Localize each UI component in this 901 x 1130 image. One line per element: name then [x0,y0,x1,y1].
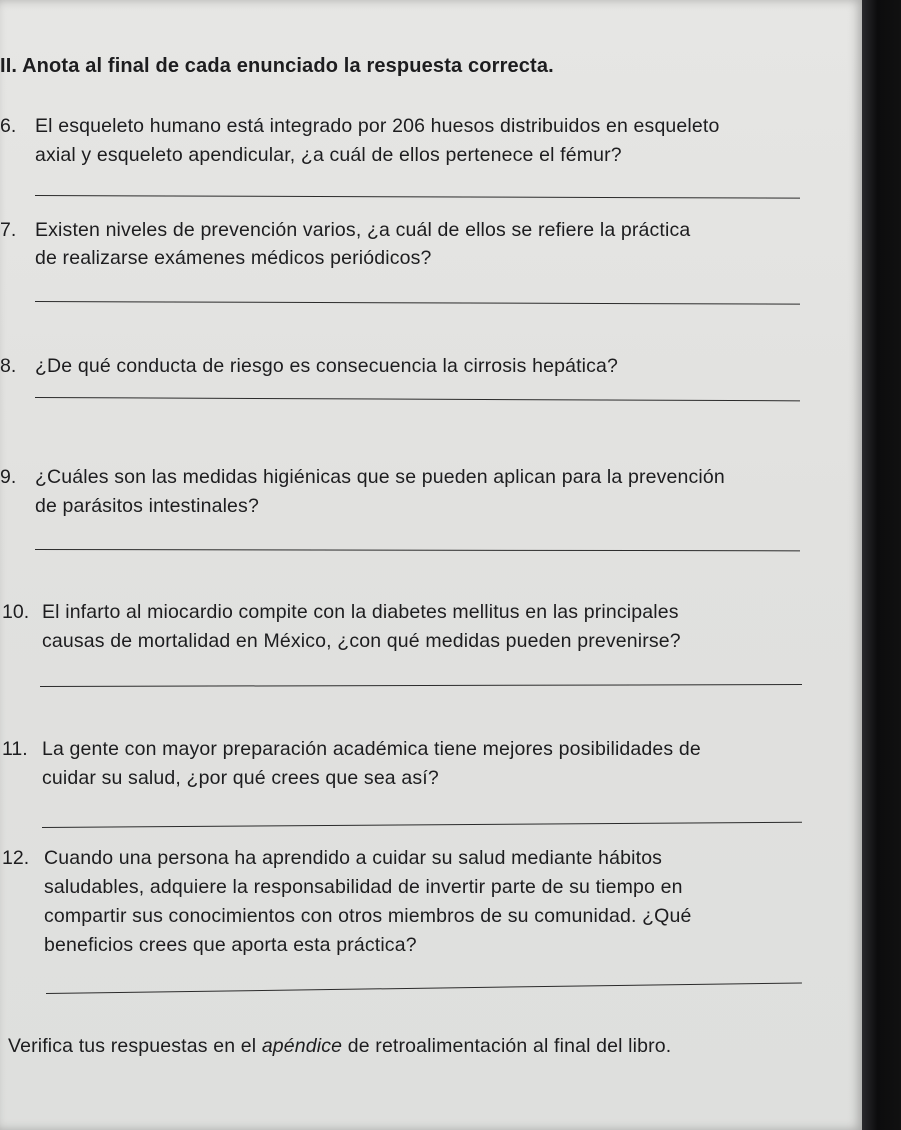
question-12-number: 12. [2,847,30,869]
question-12-line-2: saludables, adquiere la responsabilidad de invertir parte de su tiempo en [44,876,683,898]
question-10-line-1: El infarto al miocardio compite con la diabetes mellitus en las principales [42,601,679,623]
question-6-line-2: axial y esqueleto apendicular, ¿a cuál de ellos pertenece el fémur? [35,144,622,166]
answer-line-9[interactable] [35,549,800,551]
question-8-number: 8. [0,355,17,377]
question-12-line-4: beneficios crees que aporta esta práctica? [44,934,417,956]
question-10-number: 10. [2,601,30,623]
answer-line-6[interactable] [35,195,800,199]
question-11-line-2: cuidar su salud, ¿por qué crees que sea así? [42,767,439,789]
section-instruction: II. Anota al final de cada enunciado la respuesta correcta. [0,55,554,77]
question-7-line-1: Existen niveles de prevención varios, ¿a cuál de ellos se refiere la práctica [35,219,691,241]
question-6-number: 6. [0,115,17,137]
question-11-line-1: La gente con mayor preparación académica tiene mejores posibilidades de [42,738,701,760]
question-9-number: 9. [0,466,17,488]
desk-edge [862,0,901,1130]
answer-line-7[interactable] [35,301,800,305]
footer-text-after: de retroalimentación al final del libro. [342,1035,672,1057]
question-8-line-1: ¿De qué conducta de riesgo es consecuencia la cirrosis hepática? [35,355,619,377]
answer-line-11[interactable] [42,822,802,828]
footer-text-italic: apéndice [261,1035,343,1057]
question-9-line-2: de parásitos intestinales? [35,495,259,517]
question-11-number: 11. [2,738,28,760]
question-7-number: 7. [0,219,17,241]
question-12-line-3: compartir sus conocimientos con otros miembros de su comunidad. ¿Qué [44,905,692,927]
answer-line-10[interactable] [40,684,802,687]
answer-line-8[interactable] [35,397,800,401]
footer-note [8,1034,671,1059]
footer-text-before: Verifica tus respuestas en el [8,1035,262,1057]
question-9-line-1: ¿Cuáles son las medidas higiénicas que se pueden aplican para la prevención [35,466,725,488]
answer-line-12[interactable] [46,982,802,994]
question-12-line-1: Cuando una persona ha aprendido a cuidar su salud mediante hábitos [44,847,663,869]
question-10-line-2: causas de mortalidad en México, ¿con qué medidas pueden prevenirse? [42,630,681,652]
question-6-line-1: El esqueleto humano está integrado por 206 huesos distribuidos en esqueleto [35,115,720,137]
question-7-line-2: de realizarse exámenes médicos periódicos? [35,247,432,269]
